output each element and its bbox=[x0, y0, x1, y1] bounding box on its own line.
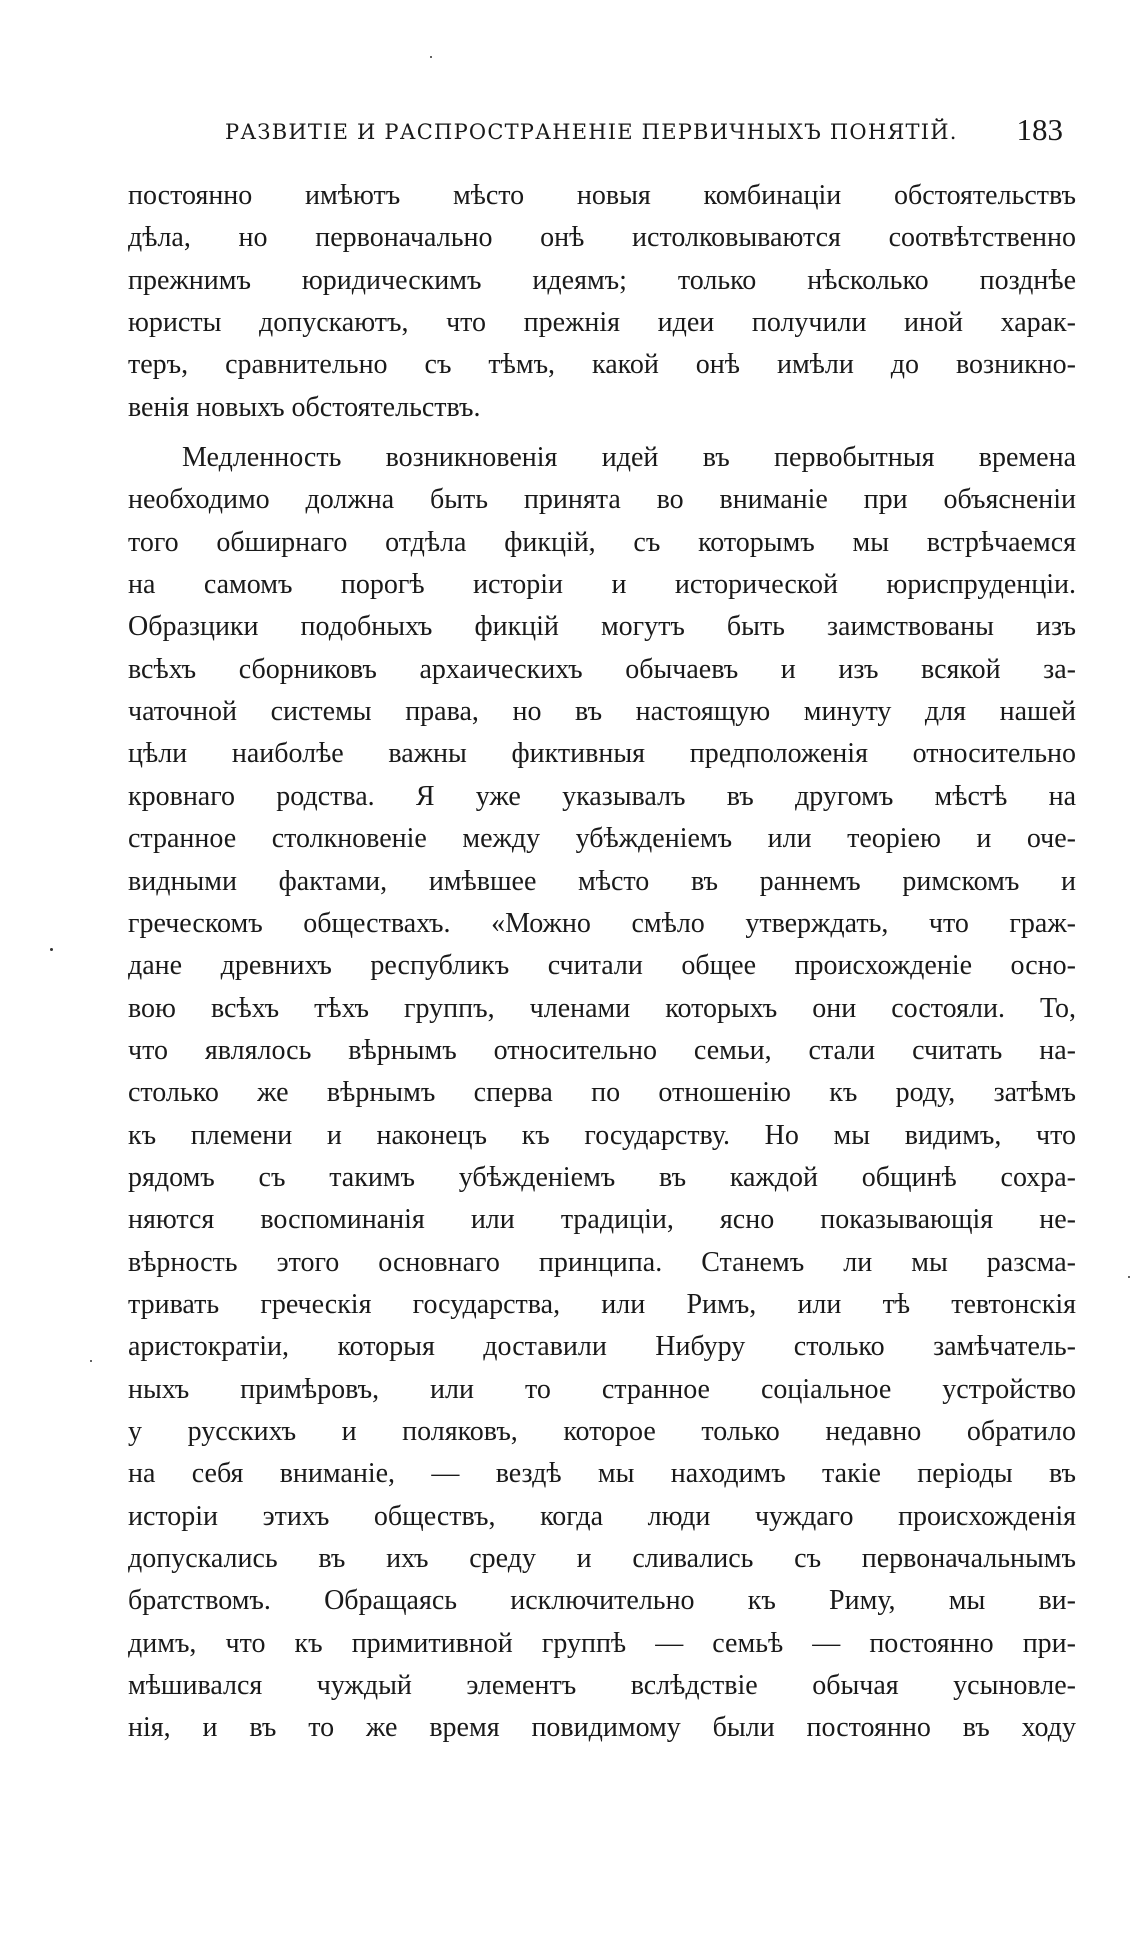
text-line: теръ, сравнительно съ тѣмъ, какой онѣ имѣли до возникно- bbox=[128, 349, 1076, 381]
text-line: необходимо должна быть принята во вниманіе при объясненіи bbox=[128, 484, 1076, 516]
text-line: дане древнихъ республикъ считали общее происхожденіе осно- bbox=[128, 950, 1076, 982]
text-line: всѣхъ сборниковъ архаическихъ обычаевъ и изъ всякой за- bbox=[128, 653, 1076, 685]
scan-speck bbox=[430, 56, 432, 58]
text-line: прежнимъ юридическимъ идеямъ; только нѣсколько позднѣе bbox=[128, 264, 1076, 296]
text-line: столько же вѣрнымъ сперва по отношенію къ роду, затѣмъ bbox=[128, 1077, 1076, 1109]
paragraph-2 bbox=[128, 437, 1076, 1750]
scan-speck bbox=[90, 1360, 92, 1362]
text-line: исторіи этихъ обществъ, когда люди чуждаго происхожденія bbox=[128, 1500, 1076, 1532]
text-line: юристы допускаютъ, что прежнія идеи получили иной харак- bbox=[128, 307, 1076, 339]
text-line: ныхъ примѣровъ, или то странное соціальное устройство bbox=[128, 1373, 1076, 1405]
text-line: у русскихъ и поляковъ, которое только недавно обратило bbox=[128, 1415, 1076, 1447]
text-line: вѣрность этого основнаго принципа. Станемъ ли мы разсма- bbox=[128, 1246, 1076, 1278]
page-number: 183 bbox=[1016, 112, 1063, 147]
text-line: что являлось вѣрнымъ относительно семьи, стали считать на- bbox=[128, 1034, 1076, 1066]
text-line: чаточной системы права, но въ настоящую минуту для нашей bbox=[128, 696, 1076, 728]
text-line: допускались въ ихъ среду и сливались съ первоначальнымъ bbox=[128, 1543, 1076, 1574]
text-line: дѣла, но первоначально онѣ истолковываются соотвѣтственно bbox=[128, 222, 1076, 254]
text-line: нія, и въ то же время повидимому были постоянно въ ходу bbox=[128, 1712, 1076, 1744]
text-line: аристократіи, которыя доставили Нибуру столько замѣчатель- bbox=[128, 1331, 1076, 1363]
text-line: цѣли наиболѣе важны фиктивныя предположенія относительно bbox=[128, 738, 1076, 770]
text-line: постоянно имѣютъ мѣсто новыя комбинаціи обстоятельствъ bbox=[128, 180, 1076, 211]
text-line: греческомъ обществахъ. «Можно смѣло утверждать, что граж- bbox=[128, 907, 1076, 939]
text-line: Медленность возникновенія идей въ первобытныя времена bbox=[182, 442, 1076, 474]
text-line: няются воспоминанія или традиціи, ясно показывающія не- bbox=[128, 1204, 1076, 1236]
text-line: тривать греческія государства, или Римъ, или тѣ тевтонскія bbox=[128, 1288, 1076, 1320]
text-line: къ племени и наконецъ къ государству. Но мы видимъ, что bbox=[128, 1119, 1076, 1151]
text-line: Образцики подобныхъ фикцій могутъ быть заимствованы изъ bbox=[128, 611, 1076, 643]
text-line: видными фактами, имѣвшее мѣсто въ раннемъ римскомъ и bbox=[128, 865, 1076, 897]
text-line: димъ, что къ примитивной группѣ — семьѣ — постоянно при- bbox=[128, 1627, 1076, 1659]
text-line: странное столкновеніе между убѣжденіемъ или теоріею и оче- bbox=[128, 823, 1076, 855]
running-title: РАЗВИТІЕ И РАСПРОСТРАНЕНІЕ ПЕРВИЧНЫХЪ ПОНЯТІЙ. bbox=[225, 120, 958, 144]
body-text bbox=[128, 175, 1076, 1750]
running-header bbox=[225, 112, 1075, 152]
text-line: рядомъ съ такимъ убѣжденіемъ въ каждой общинѣ сохра- bbox=[128, 1161, 1076, 1193]
text-line: на себя вниманіе, — вездѣ мы находимъ такіе періоды въ bbox=[128, 1458, 1076, 1490]
text-line: на самомъ порогѣ исторіи и исторической юриспруденціи. bbox=[128, 569, 1076, 601]
scan-speck bbox=[1128, 1276, 1130, 1278]
scan-speck bbox=[50, 948, 53, 951]
text-line: братствомъ. Обращаясь исключительно къ Риму, мы ви- bbox=[128, 1585, 1076, 1617]
paragraph-1 bbox=[128, 175, 1076, 429]
text-line: кровнаго родства. Я уже указывалъ въ другомъ мѣстѣ на bbox=[128, 780, 1076, 812]
text-line: мѣшивался чуждый элементъ вслѣдствіе обычая усыновле- bbox=[128, 1670, 1076, 1702]
text-line: венія новыхъ обстоятельствъ. bbox=[128, 391, 481, 423]
text-line: вою всѣхъ тѣхъ группъ, членами которыхъ они состояли. То, bbox=[128, 992, 1076, 1024]
text-line: того обширнаго отдѣла фикцій, съ которымъ мы встрѣчаемся bbox=[128, 526, 1076, 558]
